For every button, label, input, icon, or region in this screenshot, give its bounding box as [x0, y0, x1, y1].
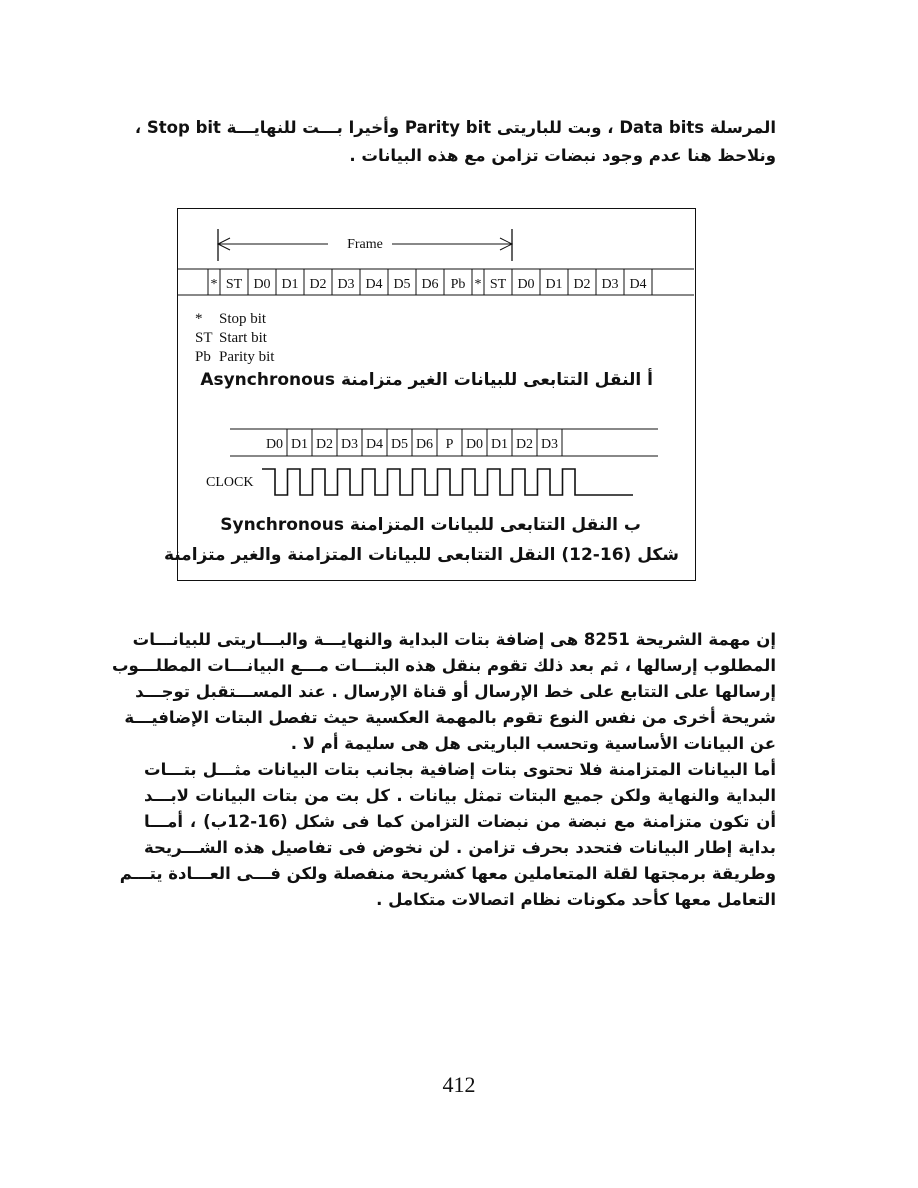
sync-cell-4: D4 [365, 437, 384, 452]
async-cell-13: D1 [545, 277, 563, 292]
async-cell-4: D2 [309, 277, 327, 292]
async-cell-12: D0 [517, 277, 535, 292]
async-cell-3: D1 [281, 277, 299, 292]
async-cell-2: D0 [253, 277, 271, 292]
async-cell-9: Pb [450, 277, 466, 292]
async-cell-10: * [474, 277, 482, 292]
sync-cell-6: D6 [415, 437, 434, 452]
frame-label: Frame [347, 237, 383, 252]
intro-line-1: المرسلة Data bits ، وبت للباريتى Parity bit وأخيرا بـــت للنهايـــة Stop bit ، [134, 118, 776, 137]
sync-cell-1: D1 [290, 437, 309, 452]
legend-text-start: Start bit [219, 330, 267, 346]
sync-cell-7: P [445, 437, 454, 452]
legend-key-stop: * [195, 311, 203, 327]
sync-cell-0: D0 [265, 437, 284, 452]
body-line-1: إن مهمة الشريحة 8251 هى إضافة بتات البداية والنهايـــة والبـــاريتى للبيانـــات [132, 630, 776, 649]
sync-cell-10: D2 [515, 437, 534, 452]
legend-parity-bit [195, 349, 274, 366]
clock-signal [262, 469, 633, 495]
async-bit-row [178, 269, 694, 295]
legend-text-stop: Stop bit [219, 311, 267, 327]
sync-cell-3: D3 [340, 437, 359, 452]
body-line-11: التعامل معها كأحد مكونات نظام اتصالات متكامل . [376, 890, 776, 909]
caption-sync: ب النقل التتابعى للبيانات المتزامنة Synchronous [220, 515, 641, 535]
async-cell-16: D4 [629, 277, 647, 292]
figure-box [163, 208, 696, 581]
async-cell-1: ST [225, 277, 243, 292]
async-cell-0: * [210, 277, 218, 292]
body-line-3: إرسالها على التتابع على خط الإرسال أو قناة الإرسال . عند المســـتقبل توجـــد [135, 682, 776, 701]
legend-key-parity: Pb [195, 349, 211, 365]
body-line-6: أما البيانات المتزامنة فلا تحتوى بتات إضافية بجانب بتات البيانات مثـــل بتـــات [144, 760, 776, 779]
body-line-5: عن البيانات الأساسية وتحسب الباريتى هل هى سليمة أم لا . [290, 734, 776, 753]
async-cell-15: D3 [601, 277, 619, 292]
body-line-2: المطلوب إرسالها ، ثم بعد ذلك تقوم بنقل هذه البتـــات مـــع البيانـــات المطلـــوب [111, 656, 776, 675]
body-line-10: وطريقة برمجتها لقلة المتعاملين معها كشريحة منفصلة ولكن فـــى العـــادة يتـــم [119, 864, 776, 883]
body-line-8: أن تكون متزامنة مع نبضة من نبضات التزامن كما فى شكل (16-12ب) ، أمـــا [144, 812, 776, 831]
body-line-4: شريحة أخرى من نفس النوع تقوم بالمهمة العكسية حيث تفصل البتات الإضافيـــة [124, 708, 776, 727]
sync-cell-2: D2 [315, 437, 334, 452]
frame-arrow [218, 229, 512, 261]
async-cell-6: D4 [365, 277, 383, 292]
clock-label: CLOCK [206, 475, 254, 490]
caption-async: أ النقل التتابعى للبيانات الغير متزامنة Asynchronous [200, 370, 653, 390]
async-cell-11: ST [489, 277, 507, 292]
sync-cell-9: D1 [490, 437, 509, 452]
async-cell-5: D3 [337, 277, 355, 292]
page-number: 412 [442, 1072, 476, 1097]
legend-stop-bit [195, 311, 266, 328]
sync-bit-row [230, 429, 658, 456]
body-line-7: البداية والنهاية ولكن جميع البتات تمثل بيانات . كل بت من بتات البيانات لابـــد [144, 786, 776, 805]
async-cell-7: D5 [393, 277, 411, 292]
figure-caption: شكل (16-12) النقل التتابعى للبيانات المتزامنة والغير متزامنة [163, 545, 679, 565]
legend-key-start: ST [195, 330, 213, 346]
sync-cell-8: D0 [465, 437, 484, 452]
legend-start-bit [195, 330, 267, 347]
clock-waveform [206, 469, 633, 495]
intro-line-2: ونلاحظ هنا عدم وجود نبضات تزامن مع هذه البيانات . [349, 146, 776, 165]
body-line-9: بداية إطار البيانات فتحدد بحرف تزامن . لن نخوض فى تفاصيل هذه الشـــريحة [144, 838, 776, 857]
legend-text-parity: Parity bit [219, 349, 275, 365]
async-cell-14: D2 [573, 277, 591, 292]
sync-cell-11: D3 [540, 437, 559, 452]
async-cell-8: D6 [421, 277, 439, 292]
sync-cell-5: D5 [390, 437, 409, 452]
